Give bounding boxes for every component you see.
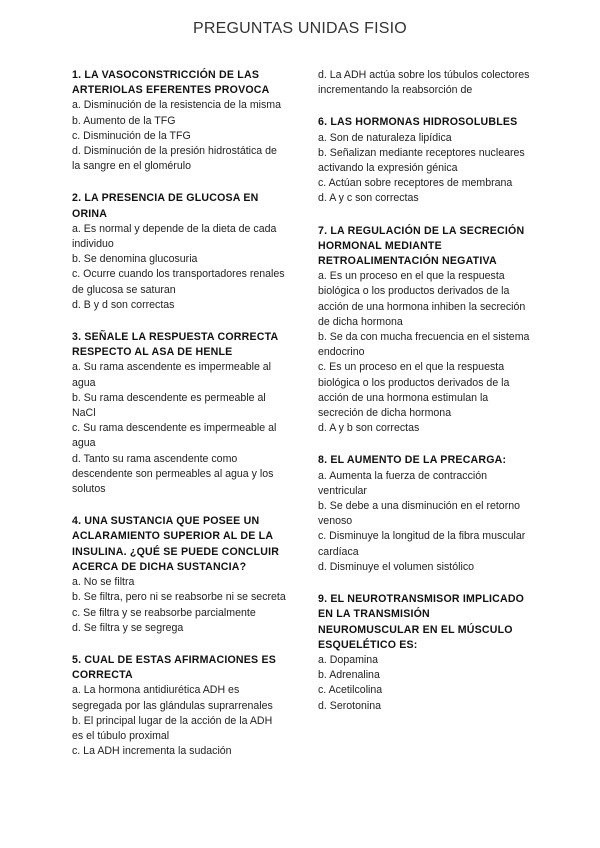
option-d: d. A y b son correctas [318, 422, 420, 435]
question-3 [72, 330, 286, 497]
option-d: d. Serotonina [318, 699, 382, 712]
option-a: a. Aumenta la fuerza de contracción ventricular [318, 469, 488, 497]
option-a: a. Disminución de la resistencia de la misma [72, 99, 282, 112]
option-b: b. Se debe a una disminución en el retorno venoso [318, 500, 521, 528]
question-title: 8. EL AUMENTO DE LA PRECARGA: [318, 454, 507, 467]
question-2 [72, 191, 286, 313]
option-c: c. Su rama descendente es impermeable al agua [72, 422, 277, 450]
option-b: b. Señalizan mediante receptores nucleares activando la expresión génica [318, 146, 525, 175]
option-a: a. Son de naturaleza lipídica [318, 131, 452, 144]
option-c: c. Acetilcolina [318, 684, 383, 697]
question-7 [318, 224, 530, 437]
page-title: PREGUNTAS UNIDAS FISIO [193, 20, 407, 37]
option-a: a. Es normal y depende de la dieta de cada individuo [72, 222, 277, 251]
question-title: 7. LA REGULACIÓN DE LA SECRECIÓN HORMONAL MEDIANTE RETROALIMENTACIÓN NEGATIVA [318, 224, 525, 268]
option-c: c. La ADH incrementa la sudación [72, 745, 232, 758]
option-a: a. No se filtra [72, 576, 135, 589]
option-c: c. Es un proceso en el que la respuesta biológica o los productos derivados de la acción de una hormona estimulan la secreción de dicha hormona [318, 361, 510, 420]
question-title: 3. SEÑALE LA RESPUESTA CORRECTA RESPECTO AL ASA DE HENLE [72, 331, 278, 359]
option-c: c. Ocurre cuando los transportadores renales de glucosa se saturan [72, 268, 285, 296]
option-a: a. Es un proceso en el que la respuesta biológica o los productos derivados de la acción de una hormona inhiben la secreción de dicha hormona [318, 270, 526, 328]
left-column [72, 68, 286, 776]
option-b: b. El principal lugar de la acción de la ADH es el túbulo proximal [72, 714, 273, 742]
option-d: d. Se filtra y se segrega [72, 621, 184, 634]
option-c: c. Disminución de la TFG [72, 129, 191, 142]
question-5-option-d: d. La ADH actúa sobre los túbulos colectores incrementando la reabsorción de [318, 69, 530, 97]
option-b: b. Se denomina glucosuria [72, 253, 198, 266]
option-b: b. Se filtra, pero ni se reabsorbe ni se secreta [72, 591, 286, 604]
option-b: b. Aumento de la TFG [72, 114, 176, 127]
option-d: d. B y d son correctas [72, 298, 175, 311]
option-b: b. Su rama descendente es permeable al NaCl [72, 391, 266, 420]
option-c: c. Actúan sobre receptores de membrana [318, 177, 513, 190]
option-d: d. A y c son correctas [318, 192, 419, 205]
question-title: 9. EL NEUROTRANSMISOR IMPLICADO EN LA TRANSMISIÓN NEUROMUSCULAR EN EL MÚSCULO ESQUELÉTICO ES: [318, 593, 525, 651]
question-5 [72, 653, 286, 759]
option-c: c. Se filtra y se reabsorbe parcialmente [72, 606, 256, 619]
question-title: 6. LAS HORMONAS HIDROSOLUBLES [318, 116, 518, 129]
option-c: c. Disminuye la longitud de la fibra muscular cardíaca [318, 530, 526, 558]
question-title: 4. UNA SUSTANCIA QUE POSEE UN ACLARAMIENTO SUPERIOR AL DE LA INSULINA. ¿QUÉ SE PUEDE CONCLUIR ACERCA DE DICHA SUSTANCIA? [72, 515, 280, 573]
option-d: d. Disminución de la presión hidrostática de la sangre en el glomérulo [72, 145, 277, 173]
question-4 [72, 514, 286, 636]
right-column [318, 68, 530, 731]
option-a: a. La hormona antidiurética ADH es segregada por las glándulas suprarrenales [72, 684, 273, 712]
question-title: 1. LA VASOCONSTRICCIÓN DE LAS ARTERIOLAS EFERENTES PROVOCA [72, 69, 270, 97]
question-8 [318, 453, 530, 575]
option-d: d. Tanto su rama ascendente como descendente son permeables al agua y los solutos [72, 452, 274, 496]
option-a: a. Su rama ascendente es impermeable al agua [72, 361, 272, 389]
question-title: 5. CUAL DE ESTAS AFIRMACIONES ES CORRECTA [72, 653, 276, 682]
question-title: 2. LA PRESENCIA DE GLUCOSA EN ORINA [72, 192, 259, 220]
option-a: a. Dopamina [318, 653, 379, 666]
question-6 [318, 115, 530, 206]
option-b: b. Adrenalina [318, 669, 380, 682]
option-d: d. Disminuye el volumen sistólico [318, 560, 475, 573]
question-1 [72, 68, 286, 174]
option-b: b. Se da con mucha frecuencia en el sistema endocrino [318, 331, 530, 359]
question-9 [318, 592, 530, 714]
